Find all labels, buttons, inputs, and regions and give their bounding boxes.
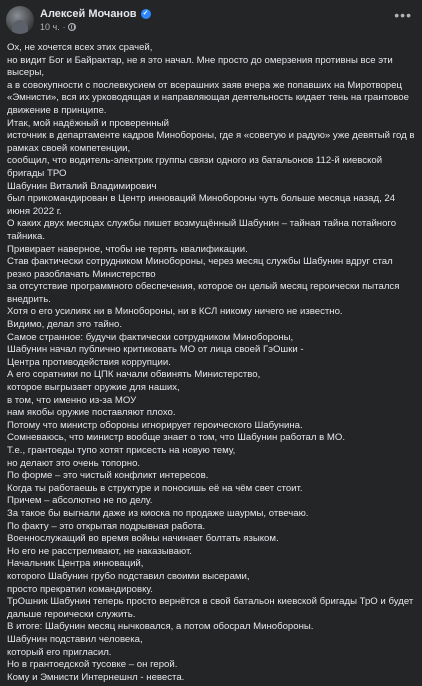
post-text-line: Но его не расстреливают, не наказывают. [7, 545, 192, 557]
post-text-line: но делают это очень топорно. [7, 457, 141, 469]
post-text-line: Потому что министр обороны игнорирует героического Шабунина. [7, 419, 303, 431]
post-text-line: Т.е., грантоеды тупо хотят присесть на новую тему, [7, 445, 236, 456]
post-text-line: который его пригласил. [7, 646, 112, 658]
post-text-line: которое выгрызает оружие для наших, [7, 382, 180, 394]
post-text-line: которого Шабунин грубо подставил своими высерами, [7, 570, 250, 582]
post-text-line: Но в грантоедской тусовке – он герой. [7, 659, 178, 671]
post-text-line: За такое бы выгнали даже из киоска по продаже шаурмы, отвечаю. [7, 507, 309, 519]
post-text-line: Причем – абсолютно не по делу. [7, 495, 153, 507]
post-text-line: за отсутствие программного обеспечения, которое он целый месяц героически пытался внедрить. [7, 281, 403, 305]
post-text-line: а в совокупности с послевкусием от всерашних заяв вчера же попавших на Миротворец «Эмнисти», вся их урководящая и направляющая деятельность кидает тень на грантовое движение в принципе. [7, 79, 412, 116]
author-avatar[interactable] [6, 6, 34, 34]
post-time[interactable]: 10 ч. [40, 22, 60, 32]
post-header [0, 0, 422, 42]
post-text-line: В итоге: Шабунин месяц нычковался, а потом обосрал Минобороны. [7, 621, 314, 633]
post-text-line: Начальник Центра инноваций, [7, 558, 144, 570]
post-text-line: нам якобы оружие поставляют плохо. [7, 407, 176, 419]
separator-dot: · [62, 22, 66, 32]
post-text-line: Видимо, делал это тайно. [7, 319, 123, 331]
post-text-line: Ох, не хочется всех этих срачей, [7, 42, 153, 53]
post-text-line: сообщил, что водитель-электрик группы связи одного из батальонов 112-й киевской бригады ТРО [7, 155, 385, 179]
post-text-line: Кому и Эмнисти Интернешнл - невеста. [7, 671, 185, 683]
post-text-line: Сомневаюсь, что министр вообще знает о том, что Шабунин работал в МО. [7, 432, 346, 444]
post-text-line: Итак, мой надёжный и проверенный [7, 117, 169, 129]
post-text-line: О каких двух месяцах службы пишет возмущённый Шабунин – тайная тайна потайного тайника. [7, 218, 399, 242]
post-text [0, 42, 422, 684]
post-text-line: Хотя о его усилиях ни в Минобороны, ни в КСЛ никому ничего не известно. [7, 306, 343, 318]
verified-badge-icon: ✓ [141, 9, 151, 19]
post-text-line: А его соратники по ЦПК начали обвинять Министерство, [7, 369, 261, 381]
post-text-line: По форме – это чистый конфликт интересов. [7, 470, 209, 482]
post-text-line: Центра противодействия коррупции. [7, 356, 171, 368]
post-text-line: Когда ты работаешь в структуре и поносишь её на чём свет стоит. [7, 482, 303, 494]
post-text-line: Военнослужащий во время войны начинает болтать языком. [7, 533, 279, 545]
post-text-line: ТрОшник Шабунин теперь просто вернётся в свой батальон киевской бригады ТрО и будет дальше героически служить. [7, 596, 416, 620]
post-text-line: просто прекратил командировку. [7, 583, 153, 595]
post-text-line: Став фактически сотрудником Минобороны, через месяц службы Шабунин вдруг стал резко разоблачать Министерство [7, 256, 396, 280]
more-options-icon[interactable]: ••• [394, 7, 412, 23]
post-meta [40, 22, 76, 32]
post-text-line: Шабунин начал публично критиковать МО от лица своей ГэОшки - [7, 344, 304, 356]
post-text-line: Шабунин подставил человека, [7, 633, 143, 645]
post-text-line: Шабунин Виталий Владимирович [7, 180, 157, 192]
post-text-line: Привирает наверное, чтобы не терять квалификации. [7, 243, 248, 255]
author-line [40, 8, 151, 20]
post-text-line: в том, что именно из-за МОУ [7, 394, 137, 406]
post-text-line: По факту – это открытая подрывная работа. [7, 520, 206, 532]
post-text-line: источник в департаменте кадров Минобороны, где я «советую и радую» уже девятый год в рамках своей компетенции, [7, 130, 418, 154]
globe-icon[interactable] [68, 23, 76, 31]
post-text-line: Самое странное: будучи фактически сотрудником Минобороны, [7, 331, 294, 343]
post-text-line: но видит Бог и Байрактар, не я это начал. Мне просто до омерзения противны все эти высеры, [7, 54, 396, 79]
post-text-line: был прикомандирован в Центр инноваций Минобороны чуть больше месяца назад, 24 июня 2022 г. [7, 193, 398, 217]
author-name[interactable]: Алексей Мочанов [40, 8, 137, 20]
